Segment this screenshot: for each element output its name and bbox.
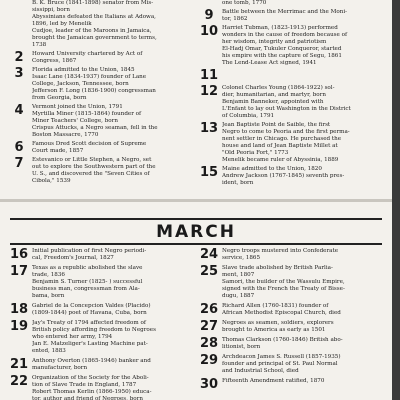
mar-left-column [10, 248, 180, 400]
day-number: 30 [200, 377, 219, 392]
entry-text: Slave trade abolished by British Parlia- [222, 265, 333, 271]
entry-text: ident, born [222, 180, 254, 186]
entry-text: Negroes as seamen, soldiers, explorers [222, 320, 334, 326]
entry-text: Thomas Clarkson (1760-1846) British abo- [222, 337, 343, 343]
entry-text: Maine admitted to the Union, 1820 [222, 166, 322, 172]
calendar-entry [200, 85, 388, 120]
entry-text: African Methodist Episcopal Church, died [222, 310, 341, 316]
day-number: 12 [200, 84, 219, 99]
calendar-entry [10, 248, 180, 262]
entry-text: Initial publication of first Negro periodi- [32, 248, 147, 254]
entry-text: Jay's Treaty of 1794 affected freedom of [32, 320, 146, 326]
page-edge [392, 0, 400, 400]
calendar-entry [200, 0, 388, 7]
entry-text: founder and principal of St. Paul Normal [222, 361, 338, 367]
entry-text: and Industrial School, died [222, 368, 299, 374]
entry-text: Cudjoe, leader of the Maroons in Jamaica, [32, 28, 152, 34]
calendar-entry [10, 303, 180, 317]
entry-text: sissippi, born [32, 7, 70, 13]
entry-text: Famous Dred Scott decision of Supreme [32, 141, 147, 147]
entry-text: signed with the French the Treaty of Bisse- [222, 286, 345, 292]
entry-text: tor, 1862 [222, 16, 248, 22]
entry-text: ented, 1883 [32, 348, 66, 354]
calendar-entry [10, 141, 180, 155]
entry-text: Texas as a republic abolished the slave [32, 265, 143, 271]
entry-text: 1896, led by Menelik [32, 21, 92, 27]
day-number: 28 [200, 336, 219, 351]
entry-text: Isaac Lane (1834-1937) founder of Lane [32, 74, 147, 80]
entry-text: wonders in the cause of freedom because of [222, 32, 348, 38]
entry-text: B. K. Bruce (1841-1898) senator from Mis- [32, 0, 154, 6]
day-number: 3 [14, 66, 24, 81]
entry-text: Negro to come to Peoria and the first perma- [222, 129, 350, 135]
entry-text: Estevanico or Little Stephen, a Negro, set [32, 157, 152, 163]
entry-text: manufacturer, born [32, 365, 88, 371]
day-number: 18 [10, 302, 29, 317]
heading-top-rule [10, 218, 382, 220]
entry-text: his empire with the capture of Segu, 1861 [222, 53, 342, 59]
entry-text: business man, congressman from Ala- [32, 286, 140, 292]
entry-text: who entered her army, 1794 [32, 334, 113, 340]
entry-text: Howard University chartered by Act of [32, 51, 143, 57]
entry-text: her wisdom, integrity and patriotism [222, 39, 327, 45]
entry-text: Cibola," 1539 [32, 178, 71, 184]
entry-text: brought to America as early as 1501 [222, 327, 326, 333]
day-number: 22 [10, 374, 29, 389]
entry-text: "Old Peoria Fort," 1773 [222, 150, 289, 156]
entry-text: tor, author and friend of Negroes, born [32, 396, 143, 400]
calendar-entry [200, 320, 388, 334]
entry-text: Myrtilla Miner (1815-1864) founder of [32, 111, 142, 117]
entry-text: Court made, 1857 [32, 148, 84, 154]
calendar-entry [10, 67, 180, 102]
entry-text: house and land of Jean Baptiste Millet at [222, 143, 338, 149]
entry-text: (1809-1844) poet of Havana, Cuba, born [32, 310, 147, 316]
calendar-entry [200, 69, 388, 83]
calendar-entry [200, 377, 388, 392]
heading-bottom-rule [10, 243, 382, 245]
calendar-entry [200, 248, 388, 262]
day-number: 13 [200, 121, 219, 136]
section-divider [0, 199, 392, 202]
entry-text: Organization of the Society for the Aboli- [32, 375, 149, 381]
feb-left-column [10, 0, 180, 187]
month-heading: MARCH [156, 222, 236, 242]
day-number: 15 [200, 165, 219, 180]
day-number: 27 [200, 319, 219, 334]
entry-text: Robert Thomas Kerlin (1866-1950) educa- [32, 389, 152, 395]
entry-text: Anthony Overton (1865-1946) banker and [32, 358, 151, 364]
entry-text: Boston Massacre, 1770 [32, 132, 99, 138]
entry-text: out to explore the Southwestern part of the [32, 164, 156, 170]
entry-text: service, 1865 [222, 255, 261, 261]
day-number: 11 [200, 68, 219, 83]
entry-text: trade, 1836 [32, 272, 65, 278]
calendar-entry [200, 354, 388, 375]
entry-text: dugu, 1887 [222, 293, 255, 299]
day-number: 17 [10, 264, 29, 279]
entry-text: ment, 1807 [222, 272, 255, 278]
feb-right-column [200, 0, 388, 189]
entry-text: tion of Slave Trade in England, 1787 [32, 382, 137, 388]
calendar-entry [10, 358, 180, 372]
calendar-entry [200, 122, 388, 164]
entry-text: Samori, the builder of the Wassulu Empire, [222, 279, 345, 285]
calendar-entry [200, 303, 388, 317]
calendar-entry [10, 157, 180, 185]
entry-text: Battle between the Merrimac and the Moni- [222, 9, 348, 15]
calendar-entry [200, 265, 388, 300]
entry-text: College, Jackson, Tennessee, born [32, 81, 129, 87]
day-number: 10 [200, 24, 219, 39]
calendar-entry [200, 25, 388, 67]
entry-text: L'Enfant to lay out Washington in the District [222, 106, 351, 112]
calendar-entry [10, 0, 180, 49]
entry-text: Benjamin S. Turner (1825- ) successful [32, 279, 143, 285]
entry-text: Andrew Jackson (1767-1845) seventh pres- [222, 173, 345, 179]
calendar-entry [10, 104, 180, 139]
calendar-entry [200, 9, 388, 23]
entry-text: Jean Baptiste Point de Saible, the first [222, 122, 331, 128]
entry-text: 1738 [32, 42, 47, 48]
entry-text: dier, humanitarian, and martyr, born [222, 92, 326, 98]
entry-text: cal, Freedom's Journal, 1827 [32, 255, 114, 261]
entry-text: U. S., and discovered the "Seven Cities of [32, 171, 150, 177]
day-number: 4 [14, 103, 24, 118]
entry-text: Jefferson F. Long (1836-1900) congressman [32, 88, 156, 94]
entry-text: of Columbia, 1791 [222, 113, 275, 119]
entry-text: from Georgia, born [32, 95, 87, 101]
entry-text: Fifteenth Amendment ratified, 1870 [222, 378, 325, 384]
day-number: 29 [200, 353, 219, 368]
entry-text: Florida admitted to the Union, 1845 [32, 67, 135, 73]
entry-text: El-Hadj Omar, Tukuler Conqueror, started [222, 46, 342, 52]
entry-text: Miner Teachers' College, born [32, 118, 118, 124]
calendar-entry [200, 166, 388, 187]
entry-text: British policy affording freedom to Negroes [32, 327, 156, 333]
day-number: 9 [204, 8, 214, 23]
entry-text: one tomb, 1770 [222, 0, 267, 6]
day-number: 6 [14, 140, 24, 155]
calendar-entry [10, 320, 180, 355]
entry-text: Congress, 1867 [32, 58, 77, 64]
entry-text: Richard Allen (1760-1831) founder of [222, 303, 329, 309]
day-number: 25 [200, 264, 219, 279]
day-number: 7 [14, 156, 24, 171]
day-number: 24 [200, 247, 219, 262]
calendar-entry [200, 337, 388, 351]
day-number: 21 [10, 357, 29, 372]
entry-text: Benjamin Banneker, appointed with [222, 99, 324, 105]
entry-text: Harriet Tubman, (1823-1913) performed [222, 25, 338, 31]
entry-text: bama, born [32, 293, 65, 299]
calendar-entry [10, 375, 180, 400]
entry-text: The Lend-Lease Act signed, 1941 [222, 60, 317, 66]
entry-text: Archdeacon James S. Russell (1857-1935) [222, 354, 341, 360]
entry-text: Colonel Charles Young (1864-1922) sol- [222, 85, 335, 91]
day-number: 2 [14, 50, 24, 65]
calendar-entry [10, 51, 180, 65]
entry-text: litionist, born [222, 344, 261, 350]
entry-text: Crispus Attucks, a Negro seaman, fell in the [32, 125, 158, 131]
entry-text: brought the Jamaican government to terms, [32, 35, 157, 41]
day-number: 26 [200, 302, 219, 317]
entry-text: Jan E. Matzeliger's Lasting Machine pat- [32, 341, 148, 347]
day-number: 16 [10, 247, 29, 262]
entry-text: Gabriel de la Concepcion Valdes (Placido) [32, 303, 151, 309]
entry-text: Menelik became ruler of Abyssinia, 1889 [222, 157, 339, 163]
entry-text: Vermont joined the Union, 1791 [32, 104, 123, 110]
entry-text: nent settler in Chicago. He purchased the [222, 136, 342, 142]
mar-right-column [200, 247, 388, 392]
entry-text: Negro troops mustered into Confederate [222, 248, 339, 254]
entry-text: Abyssinians defeated the Italians at Adowa, [32, 14, 156, 20]
day-number: 19 [10, 319, 29, 334]
calendar-entry [10, 265, 180, 300]
